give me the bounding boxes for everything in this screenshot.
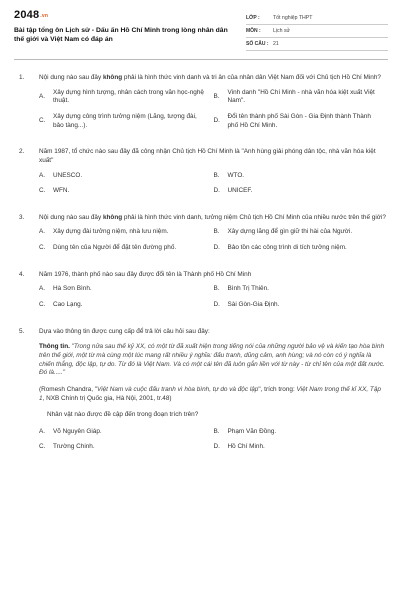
option-a[interactable] xyxy=(39,228,214,237)
option-letter: C. xyxy=(39,187,46,195)
option-text: Xây dựng hình tượng, nhân cách trong văn học-nghệ thuật. xyxy=(53,88,204,105)
info-passage xyxy=(39,343,388,378)
options xyxy=(39,285,388,309)
option-row xyxy=(39,113,388,130)
option-letter: C. xyxy=(39,117,46,125)
meta-value: Lịch sử xyxy=(273,27,291,34)
question-body xyxy=(39,74,388,137)
option-row xyxy=(39,285,388,294)
question-4 xyxy=(14,271,388,317)
option-text: Cao Lạng. xyxy=(53,301,83,309)
cite-text: (Romesh Chandra, " xyxy=(39,385,98,393)
option-letter: A. xyxy=(39,427,46,435)
option-text: Xây dựng đài tưởng niệm, nhà lưu niệm. xyxy=(53,228,169,236)
option-text: Trường Chinh. xyxy=(53,443,95,451)
option-text: WTO. xyxy=(227,171,245,179)
option-row xyxy=(39,428,388,437)
option-letter: C. xyxy=(39,301,46,309)
header-left xyxy=(14,6,232,51)
option-letter: B. xyxy=(213,285,220,293)
option-text: Phạm Văn Đồng. xyxy=(227,427,277,435)
option-letter: C. xyxy=(39,244,46,252)
question-number: 3. xyxy=(19,213,25,221)
meta-row-count xyxy=(246,38,388,51)
question-number: 2. xyxy=(19,148,25,156)
option-letter: B. xyxy=(213,228,220,236)
options xyxy=(39,228,388,252)
info-label: Thông tin. xyxy=(39,343,70,351)
logo-text: 2048 xyxy=(14,9,40,21)
site-logo[interactable] xyxy=(14,8,232,23)
option-text: UNESCO. xyxy=(53,171,83,179)
option-text: UNICEF. xyxy=(227,187,253,195)
options xyxy=(39,428,388,452)
stem-text: Năm 1976, thành phố nào sau đây được đổi tên là Thành phố Hồ Chí Minh xyxy=(39,270,252,278)
option-text: Dùng tên của Người để đặt tên đường phố. xyxy=(53,244,177,252)
option-b[interactable] xyxy=(214,428,389,437)
option-d[interactable] xyxy=(214,187,389,196)
meta-table xyxy=(246,12,388,51)
option-text: WFN. xyxy=(53,187,70,195)
option-text: Võ Nguyên Giáp. xyxy=(53,427,102,435)
stem-text: phải là hình thức vinh danh và tri ân của nhân dân Việt Nam đối với Chủ tịch Hồ Chí Minh? xyxy=(122,74,381,82)
question-body xyxy=(39,214,388,260)
question-number: 5. xyxy=(19,327,25,335)
question-1 xyxy=(14,74,388,137)
option-letter: B. xyxy=(213,171,220,179)
option-row xyxy=(39,443,388,452)
meta-value: 21 xyxy=(273,40,279,47)
stem-emphasis: không xyxy=(102,74,123,82)
stem-text: Năm 1987, tổ chức nào sau đây đã công nhận Chủ tịch Hồ Chí Minh là "Anh hùng giải phóng dân tộc, nhà văn hóa kiệt xuất" xyxy=(39,148,376,164)
question-stem xyxy=(39,148,388,165)
option-d[interactable] xyxy=(214,113,389,130)
option-text: Bảo tồn các công trình di tích tưởng niệm. xyxy=(227,244,347,252)
option-d[interactable] xyxy=(214,443,389,452)
question-stem xyxy=(39,214,388,223)
info-text: "Trong nửa sau thế kỷ XX, có một từ đã xuất hiện trong tiếng nói của những người bảo vệ và kiến tạo hòa bình trên thế giới, một từ mà cùng một lúc mang rất nhiều ý nghĩa: đấu tranh, dũng cảm, anh hùng; và nó còn có ý nghĩa là chiến thắng, độc lập, tự do. Từ đó là Việt Nam. Và có một cái tên đã luôn gắn liền với từ này - từ chỉ tên của một đất nước. Đó là....." xyxy=(39,343,385,377)
stem-text: Nội dung nào sau đây xyxy=(39,213,103,221)
question-stem xyxy=(39,271,388,280)
page-title: Bài tập tổng ôn Lịch sử - Dấu ấn Hồ Chí Minh trong lòng nhân dân thế giới và Việt Nam có đáp án xyxy=(14,26,228,44)
meta-value: Tốt nghiệp THPT xyxy=(273,14,313,21)
option-row xyxy=(39,172,388,181)
question-body xyxy=(39,148,388,203)
meta-key: MÔN : xyxy=(246,27,261,34)
option-letter: D. xyxy=(213,244,220,252)
question-number: 1. xyxy=(19,74,25,82)
option-c[interactable] xyxy=(39,187,214,196)
stem-text: phải là hình thức vinh danh, tưởng niệm Chủ tịch Hồ Chí Minh của nhiều nước trên thế giới? xyxy=(122,213,386,221)
option-b[interactable] xyxy=(214,172,389,181)
cite-text: , NXB Chính trị Quốc gia, Hà Nội, 2001, tr.48) xyxy=(42,394,172,402)
option-row xyxy=(39,228,388,237)
option-letter: D. xyxy=(213,187,220,195)
option-text: Xây dựng công trình tưởng niệm (Lăng, tượng đài, bảo tàng...). xyxy=(53,112,197,129)
option-b[interactable] xyxy=(214,89,389,106)
question-ask: Nhân vật nào được đề cập đến trong đoạn trích trên? xyxy=(47,411,199,419)
option-text: Bình Trị Thiên. xyxy=(227,285,269,293)
question-body xyxy=(39,271,388,317)
option-c[interactable] xyxy=(39,443,214,452)
options xyxy=(39,89,388,131)
option-row xyxy=(39,301,388,310)
question-3 xyxy=(14,214,388,260)
meta-row-subject xyxy=(246,25,388,38)
question-body xyxy=(39,328,388,459)
stem-emphasis: không xyxy=(102,213,123,221)
logo-suffix: .vn xyxy=(40,13,49,19)
option-text: Hồ Chí Minh. xyxy=(227,443,265,451)
option-letter: B. xyxy=(213,93,220,100)
citation xyxy=(39,386,388,403)
option-text: Hà Sơn Bình. xyxy=(53,285,92,293)
option-b[interactable] xyxy=(214,228,389,237)
option-b[interactable] xyxy=(214,285,389,294)
options xyxy=(39,172,388,196)
cite-source: Việt Nam trong thế kỉ XX, Tập 1 xyxy=(39,385,381,402)
option-a[interactable] xyxy=(39,172,214,181)
question-number: 4. xyxy=(19,270,25,278)
option-letter: D. xyxy=(213,443,220,451)
question-stem xyxy=(39,74,388,83)
option-row xyxy=(39,244,388,253)
option-text: Sài Gòn-Gia Định. xyxy=(227,301,280,309)
option-c[interactable] xyxy=(39,113,214,130)
option-row xyxy=(39,89,388,106)
option-letter: C. xyxy=(39,443,46,451)
option-letter: D. xyxy=(213,301,220,309)
option-letter: B. xyxy=(213,427,220,435)
option-d[interactable] xyxy=(214,301,389,310)
option-letter: D. xyxy=(213,117,220,125)
option-a[interactable] xyxy=(39,285,214,294)
option-row xyxy=(39,187,388,196)
question-5 xyxy=(14,328,388,459)
option-letter: A. xyxy=(39,228,46,236)
option-letter: A. xyxy=(39,285,46,293)
cite-text: ", trích trong: xyxy=(258,385,297,393)
option-c[interactable] xyxy=(39,301,214,310)
cite-title: Việt Nam và cuộc đấu tranh vì hòa bình, tự do và độc lập xyxy=(97,385,259,393)
question-stem: Dựa vào thông tin được cung cấp để trả lời câu hỏi sau đây: xyxy=(39,327,210,335)
option-letter: A. xyxy=(39,93,46,100)
question-2 xyxy=(14,148,388,203)
page-header xyxy=(14,6,388,60)
option-a[interactable] xyxy=(39,428,214,437)
option-letter: A. xyxy=(39,171,46,179)
meta-row-class xyxy=(246,12,388,25)
option-text: Đổi tên thành phố Sài Gòn - Gia Định thành Thành phố Hồ Chí Minh. xyxy=(227,112,371,129)
meta-key: SỐ CÂU : xyxy=(246,40,269,47)
option-text: Xây dựng lăng để gìn giữ thi hài của Người. xyxy=(227,228,353,236)
option-text: Vinh danh "Hồ Chí Minh - nhà văn hóa kiệt xuất Việt Nam". xyxy=(227,88,375,105)
option-d[interactable] xyxy=(214,244,389,253)
option-a[interactable] xyxy=(39,89,214,106)
stem-text: Nội dung nào sau đây xyxy=(39,74,103,82)
option-c[interactable] xyxy=(39,244,214,253)
meta-key: LỚP : xyxy=(246,14,260,21)
